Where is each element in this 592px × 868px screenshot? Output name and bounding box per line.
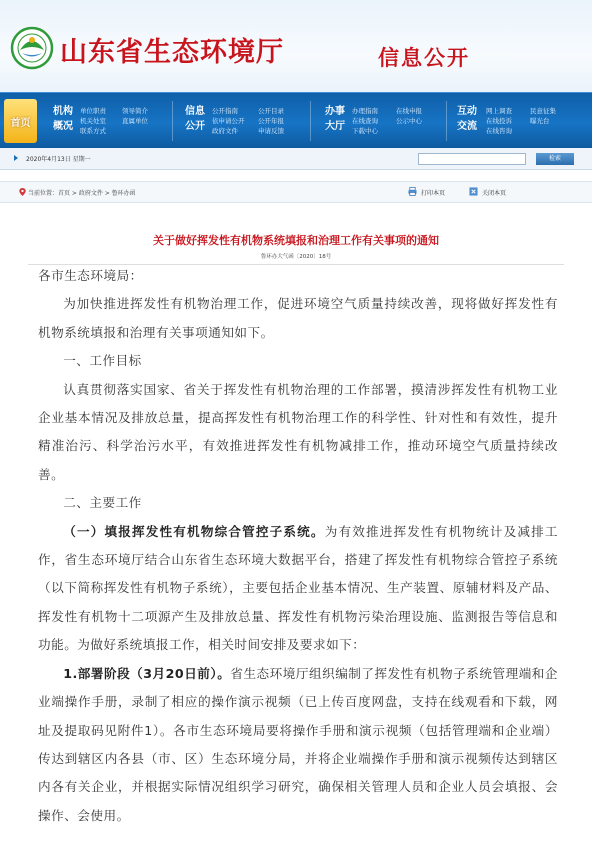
- nav-link[interactable]: 机关处室: [80, 117, 106, 125]
- breadcrumb[interactable]: 当前位置：首页 > 政府文件 > 鲁环办函: [28, 190, 136, 197]
- paragraph-text: 为有效推进挥发性有机物统计及减排工作，省生态环境厅结合山东省生态环境大数据平台，搭建了挥发性有机物综合管控子系统（以下简称挥发性有机物子系统），主要包括企业基本情况、生产装置、原辅材料及产品、挥发性有机物十二项源产生及排放总量、挥发性有机物污染治理设施、监测报告等信息和功能。为做好系统填报工作，相关时间安排及要求如下：: [38, 523, 559, 653]
- nav-link[interactable]: 在线查询: [352, 117, 378, 125]
- site-header: [0, 0, 592, 92]
- nav-link[interactable]: 公开指南: [212, 107, 238, 115]
- nav-separator: [446, 101, 447, 141]
- nav-group-label: 概况: [53, 121, 73, 132]
- nav-link[interactable]: 在线投诉: [486, 117, 512, 125]
- nav-link[interactable]: 直属单位: [122, 117, 148, 125]
- nav-group-head[interactable]: [48, 104, 78, 134]
- print-link[interactable]: 打印本页: [421, 190, 446, 197]
- nav-group-label: 公开: [185, 121, 205, 132]
- nav-separator: [310, 101, 311, 141]
- nav-group-label: 大厅: [325, 121, 345, 132]
- nav-link[interactable]: 民意征集: [530, 107, 556, 115]
- nav-link[interactable]: 申请反馈: [258, 127, 284, 135]
- salutation: 各市生态环境局：: [38, 268, 143, 283]
- nav-link[interactable]: 领导简介: [122, 107, 148, 115]
- nav-link[interactable]: 单位职责: [80, 107, 106, 115]
- nav-group-label: 信息: [185, 106, 205, 117]
- nav-group-label: 互动: [457, 106, 477, 117]
- paragraph: [38, 660, 558, 830]
- arrow-icon: [14, 155, 18, 161]
- paragraph: [38, 518, 558, 660]
- article-body: [38, 262, 558, 830]
- nav-group-label: 机构: [53, 106, 73, 117]
- nav-link[interactable]: 公示中心: [396, 117, 422, 125]
- nav-link[interactable]: 公开目录: [258, 107, 284, 115]
- location-icon: [19, 188, 26, 196]
- print-icon[interactable]: [408, 187, 417, 196]
- nav-group-label: 办事: [325, 106, 345, 117]
- search-input[interactable]: [418, 153, 526, 165]
- nav-group-head[interactable]: [320, 104, 350, 134]
- site-title[interactable]: 山东省生态环境厅: [60, 37, 284, 68]
- subheading: 1.部署阶段（3月20日前）。: [63, 665, 231, 681]
- nav-link[interactable]: 下载中心: [352, 127, 378, 135]
- nav-link[interactable]: 政府文件: [212, 127, 238, 135]
- section-heading: 一、工作目标: [63, 353, 142, 369]
- nav-group-label: 交流: [457, 121, 477, 132]
- emblem-icon: [10, 26, 54, 70]
- nav-link[interactable]: 曝光台: [530, 117, 550, 125]
- paragraph: 为加快推进挥发性有机物治理工作，促进环境空气质量持续改善，现将做好挥发性有机物系统填报和治理有关事项通知如下。: [38, 296, 558, 340]
- disclosure-title: 信息公开: [378, 45, 470, 70]
- subheading: （一）填报挥发性有机物综合管控子系统。: [63, 523, 325, 539]
- nav-link[interactable]: 网上调查: [486, 107, 512, 115]
- nav-link[interactable]: 在线咨询: [486, 127, 512, 135]
- paragraph: 认真贯彻落实国家、省关于挥发性有机物治理的工作部署，摸清涉挥发性有机物工业企业基本情况及排放总量，提高挥发性有机物治理工作的科学性、针对性和有效性，提升精准治污、科学治污水平，有效推进挥发性有机物减排工作，推动环境空气质量持续改善。: [38, 381, 558, 482]
- document-number: 鲁环办大气函〔2020〕18号: [260, 254, 332, 260]
- nav-separator: [172, 101, 173, 141]
- nav-link[interactable]: 联系方式: [80, 127, 106, 135]
- nav-link[interactable]: 在线申报: [396, 107, 422, 115]
- nav-link[interactable]: 依申请公开: [212, 117, 245, 125]
- nav-link[interactable]: 公开年报: [258, 117, 284, 125]
- current-date: 2020年4月13日 星期一: [26, 156, 91, 163]
- main-nav: [0, 92, 592, 148]
- paragraph-text: 省生态环境厅组织编制了挥发性有机物子系统管理端和企业端操作手册，录制了相应的操作演示视频（已上传百度网盘，支持在线观看和下载，网址及提取码见附件1）。各市生态环境局要将操作手册和演示视频（包括管理端和企业端）传达到辖区内各县（市、区）生态环境分局，并将企业端操作手册和演示视频传达到辖区内各有关企业，并根据实际情况组织学习研究，确保相关管理人员和企业人员会填报、会操作、会使用。: [38, 665, 559, 823]
- breadcrumb-bar: [0, 181, 592, 203]
- nav-link[interactable]: 办理指南: [352, 107, 378, 115]
- search-button[interactable]: 检索: [536, 153, 574, 165]
- date-search-bar: [0, 148, 592, 170]
- nav-group-head[interactable]: [452, 104, 482, 134]
- section-heading: 二、主要工作: [63, 495, 142, 511]
- nav-group-head[interactable]: [180, 104, 210, 134]
- close-icon[interactable]: [469, 187, 478, 196]
- nav-home-button[interactable]: 首页: [4, 99, 37, 143]
- article-title: 关于做好挥发性有机物系统填报和治理工作有关事项的通知: [153, 234, 439, 247]
- close-link[interactable]: 关闭本页: [482, 190, 507, 197]
